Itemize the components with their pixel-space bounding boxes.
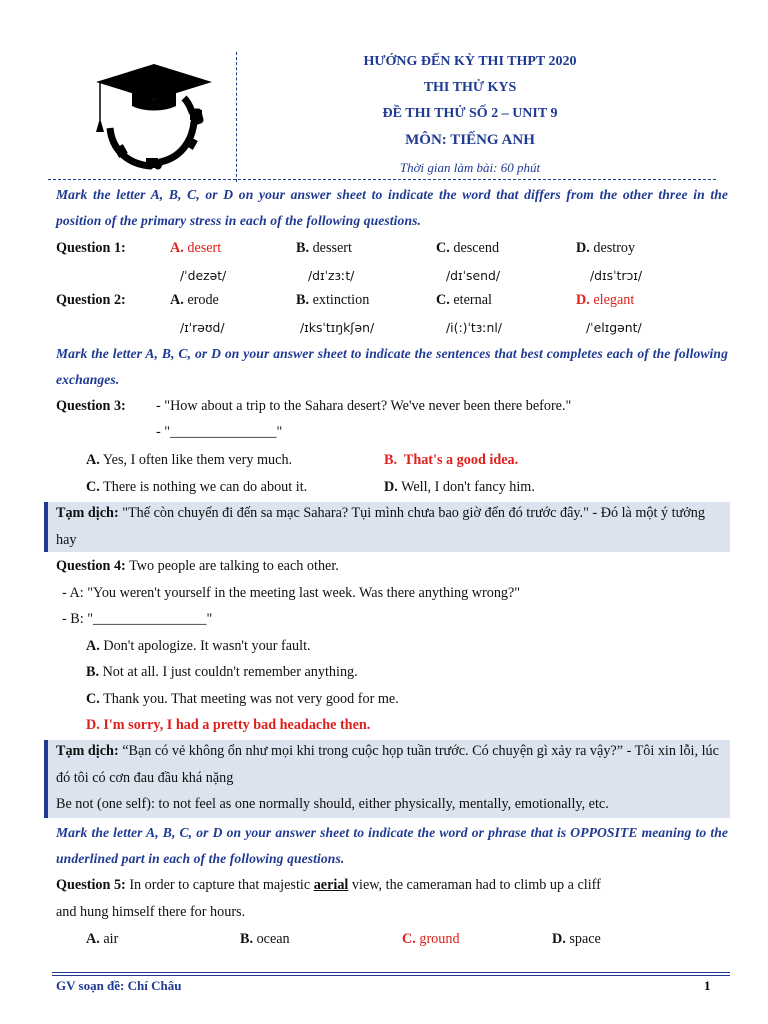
q1-ipa-b: /dɪˈzɜːt/ — [308, 268, 355, 283]
graduation-cap-gear-icon — [88, 62, 218, 174]
q4-translation: Tạm dịch: “Bạn có vẻ không ổn như mọi khi trong cuộc họp tuần trước. Có chuyện gì xảy ra vậy?” - Tôi xin lỗi, lúc đó tôi có cơn đau đầu khá nặng — [56, 743, 719, 786]
q1-option-a: A. desert — [170, 240, 222, 256]
footer-rule — [52, 972, 730, 973]
q4-line-1: - A: "You weren't yourself in the meeting last week. Was there anything wrong?" — [62, 585, 521, 601]
q3-option-c: C. There is nothing we can do about it. — [86, 479, 308, 495]
q5-option-a: A. air — [86, 931, 119, 947]
footer-rule-thin — [52, 975, 730, 976]
q1-label: Question 1: — [56, 240, 126, 256]
q2-ipa-c: /i(:)ˈtɜːnl/ — [446, 320, 502, 335]
header-divider — [236, 52, 237, 182]
header-line-1: HƯỚNG ĐẾN KỲ THI THPT 2020 — [363, 54, 577, 69]
instruction-opposite: Mark the letter A, B, C, or D on your answer sheet to indicate the word or phrase that is OPPOSITE meaning to the underlined part in each of the following questions. — [56, 825, 728, 866]
header-dashed-rule — [48, 179, 716, 180]
q1-option-c: C. descend — [436, 240, 500, 256]
q3-option-a: A. Yes, I often like them very much. — [86, 452, 293, 468]
q1-ipa-a: /ˈdezət/ — [180, 268, 227, 283]
q5-option-c: C. ground — [402, 931, 460, 947]
q3-line-1: - "How about a trip to the Sahara desert? We've never been there before." — [156, 398, 572, 414]
q2-ipa-d: /ˈelɪgənt/ — [586, 320, 642, 335]
q3-label: Question 3: — [56, 398, 126, 414]
header-time: Thời gian làm bài: 60 phút — [399, 160, 541, 175]
header-subject: MÔN: TIẾNG ANH — [405, 132, 535, 148]
q5-line-1: Question 5: In order to capture that majestic aerial view, the cameraman had to climb up a cliff — [56, 877, 601, 893]
q3-line-2: - "_______________" — [156, 424, 283, 440]
q3-translation: Tạm dịch: "Thế còn chuyến đi đến sa mạc Sahara? Tụi mình chưa bao giờ đến đó trước đây." - Đó là một ý tưởng hay — [56, 505, 705, 548]
q2-option-d: D. elegant — [576, 292, 635, 308]
q4-option-d: D. I'm sorry, I had a pretty bad headache then. — [86, 717, 371, 733]
q2-ipa-b: /ɪksˈtɪŋkʃən/ — [300, 320, 375, 335]
q1-ipa-d: /dɪsˈtrɔɪ/ — [590, 268, 643, 283]
q4-option-c: C. Thank you. That meeting was not very good for me. — [86, 691, 399, 707]
q4-note: Be not (one self): to not feel as one normally should, either physically, mentally, emotionally, etc. — [56, 796, 609, 812]
header-line-3: ĐỀ THI THỬ SỐ 2 – UNIT 9 — [382, 106, 558, 121]
instruction-stress: Mark the letter A, B, C, or D on your answer sheet to indicate the word that differs from the other three in the position of the primary stress in each of the following questions. — [56, 187, 728, 228]
q1-option-b: B. dessert — [296, 240, 352, 256]
q4-intro: Question 4: Two people are talking to each other. — [56, 558, 339, 574]
instruction-exchange: Mark the letter A, B, C, or D on your answer sheet to indicate the sentences that best completes each of the following exchanges. — [56, 346, 728, 387]
header-line-2: THI THỬ KYS — [423, 80, 517, 95]
q5-line-2: and hung himself there for hours. — [56, 904, 246, 920]
q2-option-c: C. eternal — [436, 292, 492, 308]
q3-option-d: D. Well, I don't fancy him. — [384, 479, 535, 495]
q5-option-d: D. space — [552, 931, 601, 947]
q2-ipa-a: /ɪˈrəʊd/ — [180, 320, 225, 335]
q2-option-b: B. extinction — [296, 292, 370, 308]
q1-ipa-c: /dɪˈsend/ — [446, 268, 501, 283]
page-number: 1 — [704, 978, 711, 993]
q3-option-b: B. That's a good idea. — [384, 452, 519, 468]
q4-line-2: - B: "________________" — [62, 611, 213, 627]
q2-label: Question 2: — [56, 292, 126, 308]
q5-underlined-word: aerial — [313, 877, 349, 893]
q2-option-a: A. erode — [170, 292, 219, 308]
q5-option-b: B. ocean — [240, 931, 290, 947]
q4-option-a: A. Don't apologize. It wasn't your fault. — [86, 638, 311, 654]
q1-option-d: D. destroy — [576, 240, 636, 256]
q4-option-b: B. Not at all. I just couldn't remember anything. — [86, 664, 358, 680]
footer-author: GV soạn đề: Chí Châu — [56, 978, 182, 993]
